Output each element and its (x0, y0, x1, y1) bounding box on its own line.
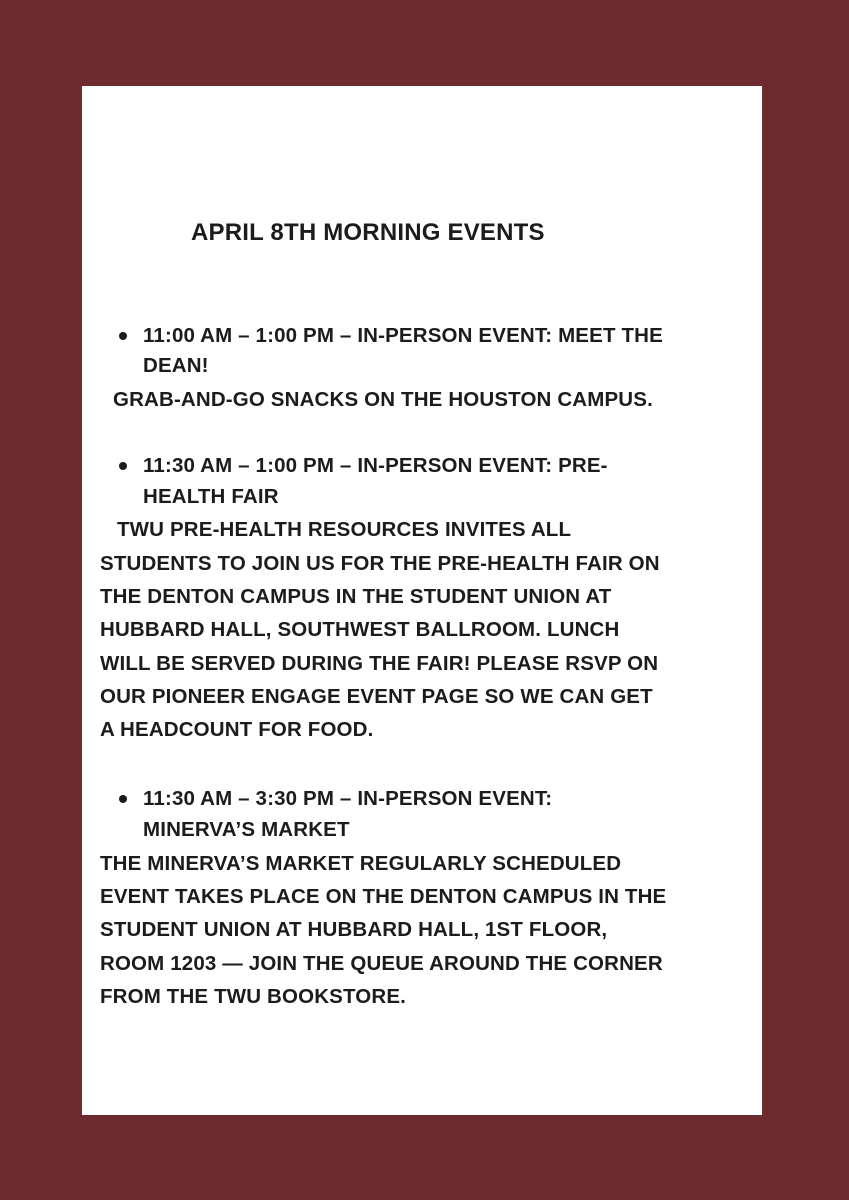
event-description-line: EVENT TAKES PLACE ON THE DENTON CAMPUS IN THE (100, 885, 667, 908)
event-description-line: HUBBARD HALL, SOUTHWEST BALLROOM. LUNCH (100, 618, 620, 641)
event-description-line: STUDENT UNION AT HUBBARD HALL, 1ST FLOOR, (100, 918, 608, 941)
page-title: APRIL 8TH MORNING EVENTS (191, 219, 545, 246)
event-description-line: TWU PRE-HEALTH RESOURCES INVITES ALL (117, 518, 572, 541)
event-description-line: FROM THE TWU BOOKSTORE. (100, 985, 407, 1008)
event-description-line: WILL BE SERVED DURING THE FAIR! PLEASE RSVP ON (100, 652, 659, 675)
bullet-icon (119, 795, 127, 803)
bullet-icon (119, 332, 127, 340)
event-description-line: OUR PIONEER ENGAGE EVENT PAGE SO WE CAN GET (100, 685, 653, 708)
event-description-line: THE MINERVA’S MARKET REGULARLY SCHEDULED (100, 852, 622, 875)
event-description-line: STUDENTS TO JOIN US FOR THE PRE-HEALTH FAIR ON (100, 552, 660, 575)
event-heading-line: 11:30 AM – 3:30 PM – IN-PERSON EVENT: (143, 787, 553, 810)
flyer-page (82, 86, 762, 1115)
event-description-line: THE DENTON CAMPUS IN THE STUDENT UNION AT (100, 585, 612, 608)
event-description-line: GRAB-AND-GO SNACKS ON THE HOUSTON CAMPUS. (113, 388, 653, 411)
event-heading-line: HEALTH FAIR (143, 485, 279, 508)
event-heading-line: 11:30 AM – 1:00 PM – IN-PERSON EVENT: PRE- (143, 454, 608, 477)
bullet-icon (119, 462, 127, 470)
event-heading-line: MINERVA’S MARKET (143, 818, 350, 841)
event-heading-line: 11:00 AM – 1:00 PM – IN-PERSON EVENT: MEET THE (143, 324, 663, 347)
event-description-line: A HEADCOUNT FOR FOOD. (100, 718, 374, 741)
event-heading-line: DEAN! (143, 354, 209, 377)
event-description-line: ROOM 1203 — JOIN THE QUEUE AROUND THE CORNER (100, 952, 663, 975)
